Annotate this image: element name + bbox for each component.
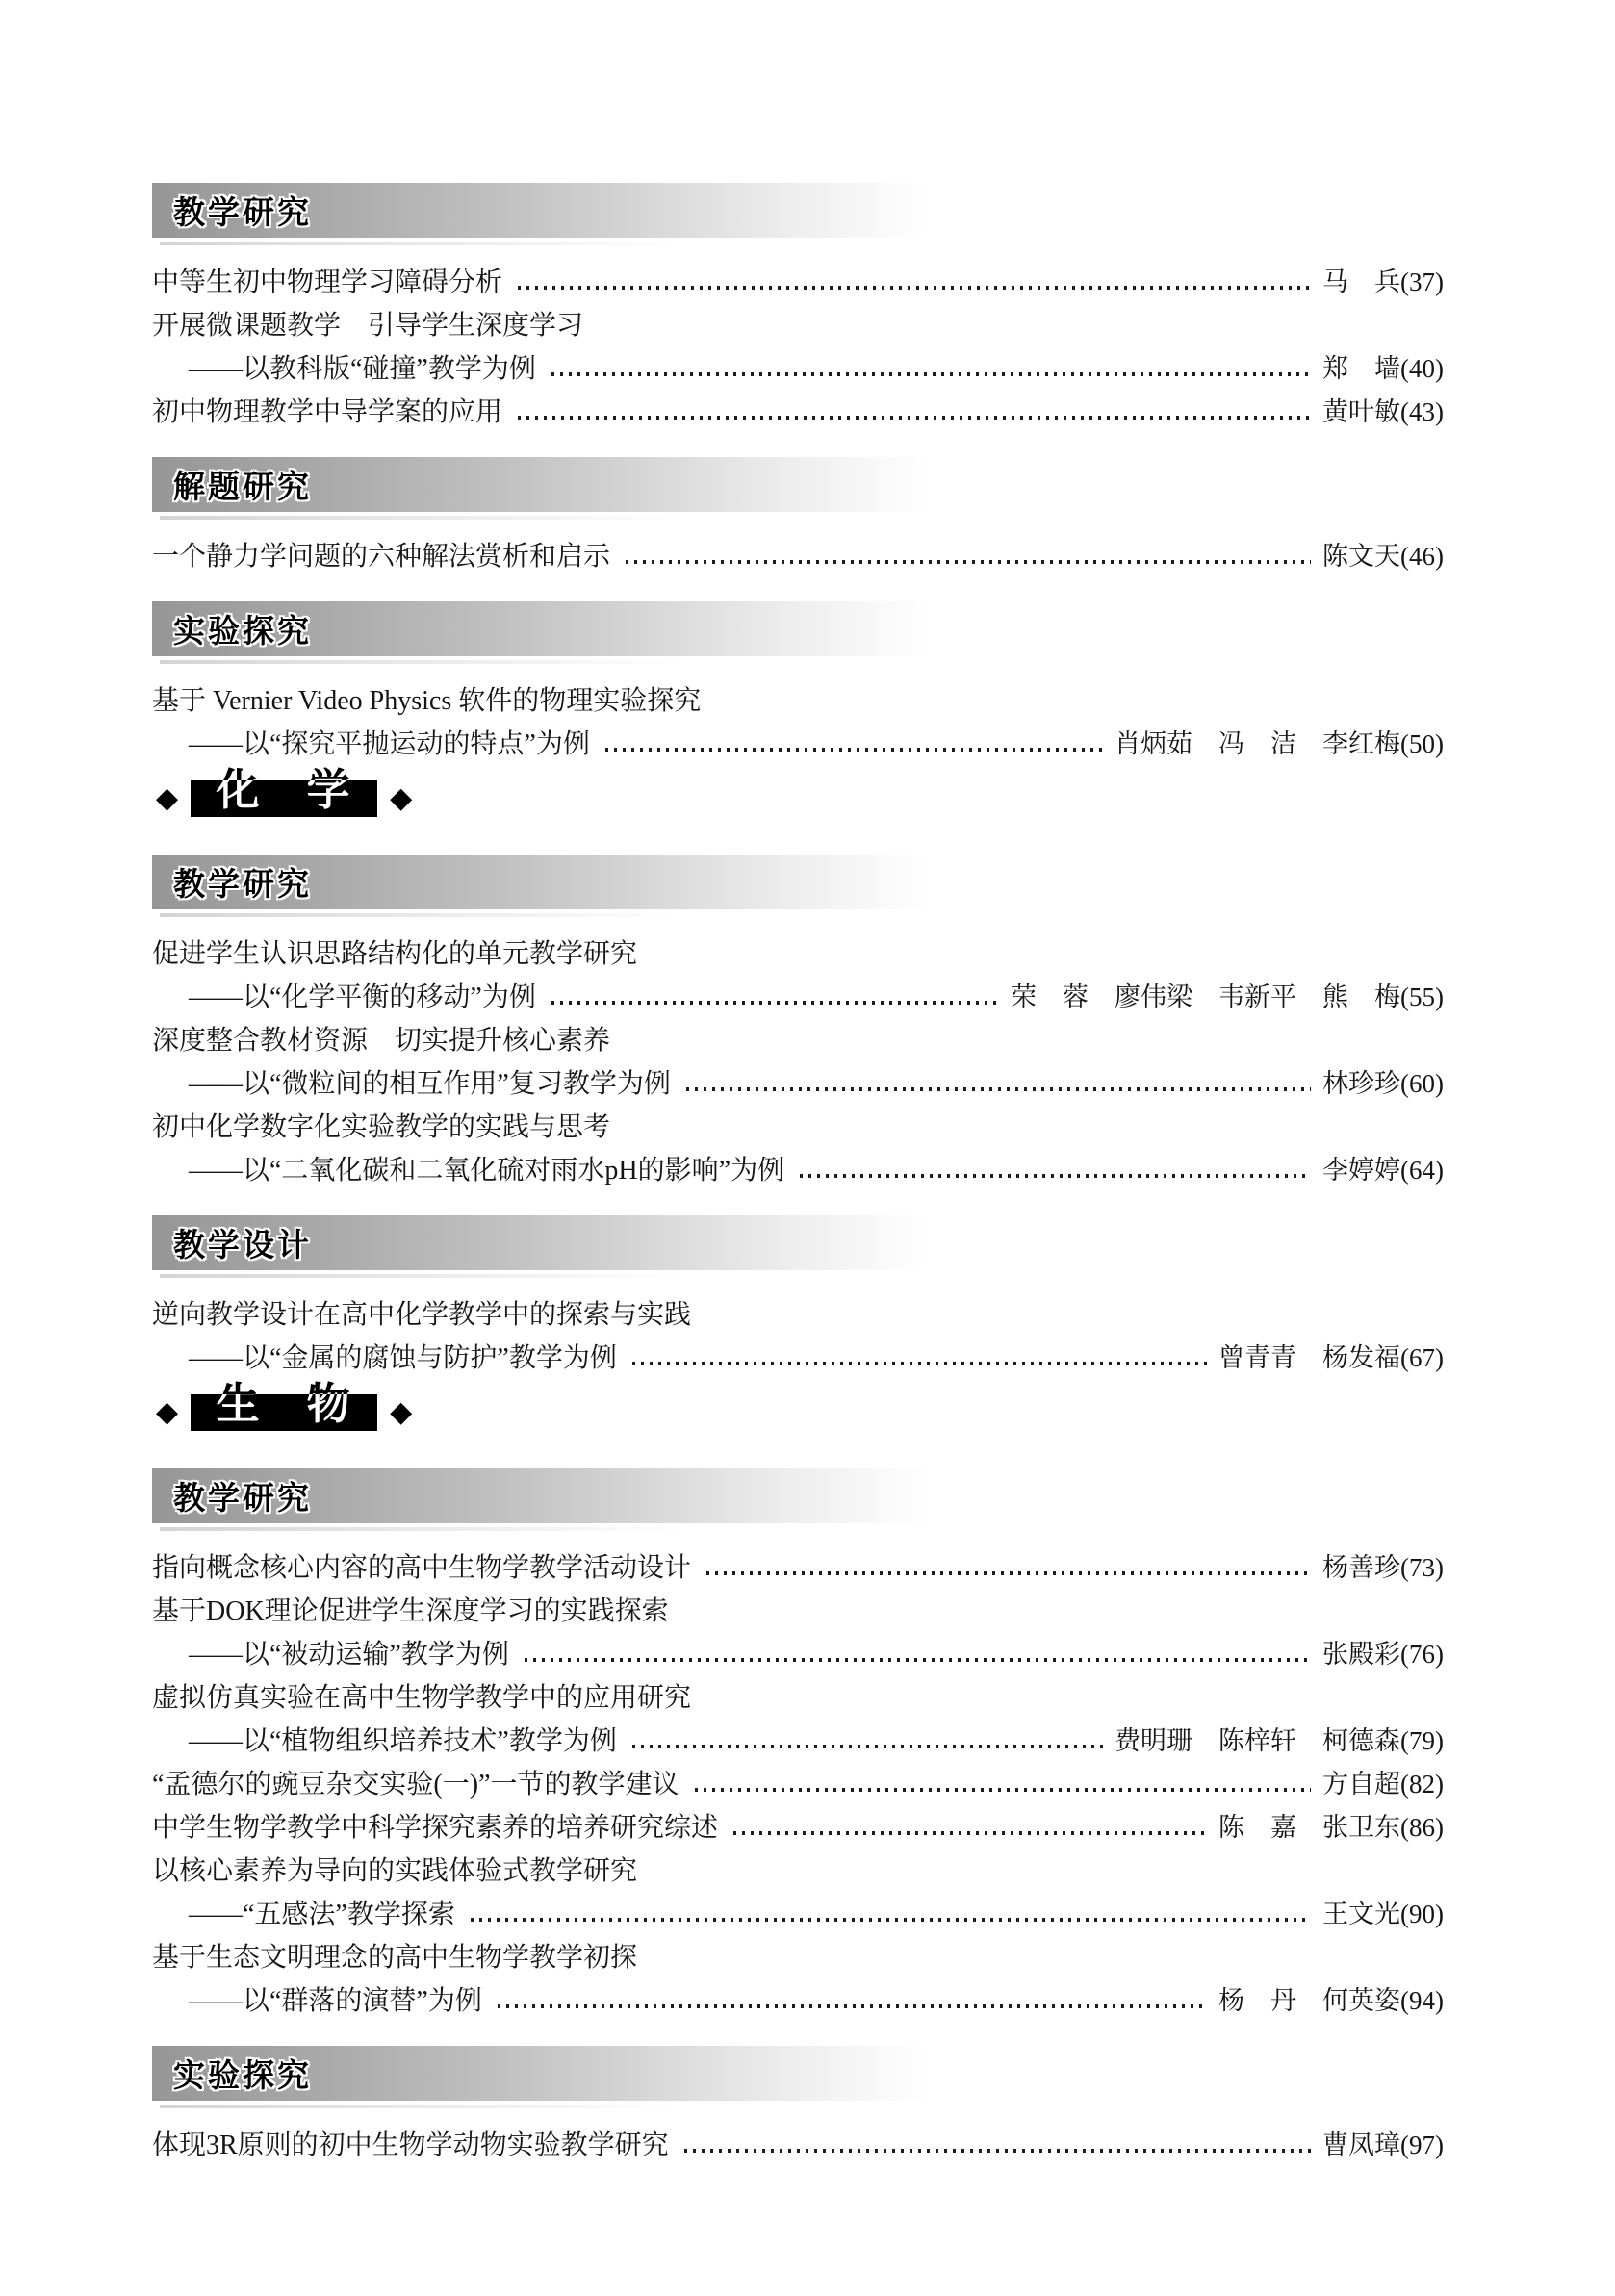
entry-title: 基于生态文明理念的高中生物学教学初探 bbox=[152, 1943, 638, 1973]
dotted-leader bbox=[525, 1658, 1311, 1662]
toc-entry bbox=[152, 535, 1444, 578]
toc-entry bbox=[152, 1720, 1444, 1763]
section-bar-label: 教学研究 bbox=[173, 1480, 312, 1516]
toc-entry bbox=[152, 1850, 1444, 1893]
toc-entry bbox=[152, 1149, 1444, 1192]
dotted-leader bbox=[518, 286, 1311, 290]
section-bar bbox=[152, 1215, 962, 1270]
toc-entry bbox=[152, 1633, 1444, 1676]
entry-page: (64) bbox=[1400, 1156, 1444, 1185]
toc-entry bbox=[152, 1590, 1444, 1633]
entry-authors: 肖炳茹 冯 洁 李红梅 bbox=[1115, 729, 1401, 758]
entry-title: 初中化学数字化实验教学的实践与思考 bbox=[152, 1112, 611, 1142]
entry-title: 虚拟仿真实验在高中生物学教学中的应用研究 bbox=[152, 1683, 692, 1713]
entry-authors: 陈 嘉 张卫东 bbox=[1218, 1813, 1401, 1842]
toc-entry bbox=[152, 1337, 1444, 1380]
category-banner bbox=[156, 765, 1444, 820]
dotted-leader bbox=[605, 748, 1103, 752]
entry-title: 深度整合教材资源 切实提升核心素养 bbox=[152, 1026, 611, 1056]
entry-page: (60) bbox=[1400, 1069, 1444, 1098]
section-bar-label: 实验探究 bbox=[173, 2057, 312, 2093]
entry-authors: 杨 丹 何英姿 bbox=[1218, 1986, 1401, 2015]
section-bar-label: 教学设计 bbox=[173, 1227, 312, 1263]
toc-entry bbox=[152, 1676, 1444, 1720]
category-banner-box bbox=[191, 1379, 377, 1431]
entry-title: “孟德尔的豌豆杂交实验(一)”一节的教学建议 bbox=[152, 1770, 679, 1799]
dotted-leader bbox=[551, 1001, 999, 1005]
entry-title: 基于DOK理论促进学生深度学习的实践探索 bbox=[152, 1596, 669, 1626]
entry-page: (86) bbox=[1400, 1813, 1444, 1842]
entry-subtitle: ——以“二氧化碳和二氧化硫对雨水pH的影响”为例 bbox=[189, 1156, 785, 1186]
entry-subtitle: ——以“植物组织培养技术”教学为例 bbox=[189, 1726, 617, 1756]
entry-authors: 李婷婷 bbox=[1322, 1156, 1401, 1185]
toc-entry bbox=[152, 723, 1444, 766]
toc-entry bbox=[152, 679, 1444, 723]
entry-subtitle: ——以“化学平衡的移动”为例 bbox=[189, 982, 536, 1012]
entry-title: 初中物理教学中导学案的应用 bbox=[152, 397, 503, 427]
category-banner-label: 生 物 bbox=[216, 1379, 352, 1428]
entry-title: 开展微课题教学 引导学生深度学习 bbox=[152, 311, 584, 341]
toc-entry bbox=[152, 391, 1444, 434]
dotted-leader bbox=[626, 560, 1311, 564]
toc-entry bbox=[152, 1979, 1444, 2023]
entry-authors: 杨善珍 bbox=[1322, 1553, 1401, 1582]
entry-page: (76) bbox=[1400, 1640, 1444, 1669]
entry-page: (40) bbox=[1400, 354, 1444, 383]
dotted-leader bbox=[518, 416, 1311, 420]
entry-authors: 曾青青 杨发福 bbox=[1218, 1343, 1401, 1372]
diamond-icon: ◆ bbox=[390, 781, 413, 815]
dotted-leader bbox=[632, 1745, 1103, 1748]
entry-page: (79) bbox=[1400, 1726, 1444, 1755]
entry-title: 促进学生认识思路结构化的单元教学研究 bbox=[152, 939, 638, 969]
section-bar-label: 解题研究 bbox=[173, 469, 312, 504]
entry-page: (37) bbox=[1400, 268, 1444, 296]
dotted-leader bbox=[551, 372, 1311, 376]
section-bar-label: 实验探究 bbox=[173, 613, 312, 649]
entry-authors: 方自超 bbox=[1322, 1770, 1401, 1799]
toc-entry bbox=[152, 1106, 1444, 1149]
entry-authors: 黄叶敏 bbox=[1322, 397, 1401, 426]
diamond-icon: ◆ bbox=[390, 1395, 413, 1429]
entry-page: (73) bbox=[1400, 1553, 1444, 1582]
dotted-leader bbox=[686, 1087, 1311, 1091]
toc-entry bbox=[152, 1763, 1444, 1806]
section-bar bbox=[152, 1468, 962, 1523]
dotted-leader bbox=[632, 1362, 1207, 1365]
category-banner bbox=[156, 1379, 1444, 1434]
dotted-leader bbox=[800, 1174, 1311, 1178]
entry-title: 指向概念核心内容的高中生物学教学活动设计 bbox=[152, 1553, 692, 1583]
entry-title: 中学生物学教学中科学探究素养的培养研究综述 bbox=[152, 1813, 719, 1843]
entry-authors: 陈文天 bbox=[1322, 542, 1401, 571]
entry-authors: 郑 墙 bbox=[1322, 354, 1401, 383]
entry-title: 以核心素养为导向的实践体验式教学研究 bbox=[152, 1856, 638, 1886]
entry-subtitle: ——“五感法”教学探索 bbox=[189, 1900, 455, 1929]
toc-entry bbox=[152, 1806, 1444, 1850]
section-bar-label: 教学研究 bbox=[173, 194, 312, 230]
section-bar bbox=[152, 183, 962, 238]
entry-page: (67) bbox=[1400, 1343, 1444, 1372]
entry-page: (90) bbox=[1400, 1900, 1444, 1928]
entry-authors: 荣 蓉 廖伟梁 韦新平 熊 梅 bbox=[1011, 982, 1401, 1011]
entry-page: (97) bbox=[1400, 2130, 1444, 2159]
toc-entry bbox=[152, 932, 1444, 976]
diamond-icon: ◆ bbox=[156, 781, 179, 815]
entry-authors: 费明珊 陈梓轩 柯德森 bbox=[1115, 1726, 1401, 1755]
dotted-leader bbox=[706, 1571, 1311, 1575]
toc-entry bbox=[152, 1062, 1444, 1106]
entry-title: 基于 Vernier Video Physics 软件的物理实验探究 bbox=[152, 686, 702, 716]
entry-page: (94) bbox=[1400, 1986, 1444, 2015]
entry-page: (55) bbox=[1400, 982, 1444, 1011]
section-bar bbox=[152, 855, 962, 909]
dotted-leader bbox=[695, 1788, 1312, 1792]
toc-entry bbox=[152, 347, 1444, 391]
entry-title: 逆向教学设计在高中化学教学中的探索与实践 bbox=[152, 1300, 692, 1330]
entry-page: (43) bbox=[1400, 397, 1444, 426]
dotted-leader bbox=[733, 1831, 1207, 1835]
dotted-leader bbox=[684, 2149, 1311, 2153]
entry-page: (50) bbox=[1400, 729, 1444, 758]
entry-page: (82) bbox=[1400, 1770, 1444, 1799]
entry-subtitle: ——以“金属的腐蚀与防护”教学为例 bbox=[189, 1343, 617, 1373]
entry-authors: 马 兵 bbox=[1322, 268, 1401, 296]
toc-entry bbox=[152, 1546, 1444, 1590]
entry-title: 一个静力学问题的六种解法赏析和启示 bbox=[152, 542, 611, 572]
entry-subtitle: ——以教科版“碰撞”教学为例 bbox=[189, 354, 536, 384]
section-bar-label: 教学研究 bbox=[173, 866, 312, 902]
entry-title: 体现3R原则的初中生物学动物实验教学研究 bbox=[152, 2130, 669, 2160]
entry-authors: 张殿彩 bbox=[1322, 1640, 1401, 1669]
toc-entry bbox=[152, 1019, 1444, 1062]
entry-subtitle: ——以“被动运输”教学为例 bbox=[189, 1640, 509, 1670]
toc-entry bbox=[152, 1936, 1444, 1979]
toc-content bbox=[152, 183, 1444, 2167]
entry-subtitle: ——以“微粒间的相互作用”复习教学为例 bbox=[189, 1069, 671, 1099]
dotted-leader bbox=[471, 1918, 1311, 1922]
entry-authors: 曹凤璋 bbox=[1322, 2130, 1401, 2159]
section-bar bbox=[152, 457, 962, 512]
dotted-leader bbox=[498, 2004, 1207, 2008]
entry-subtitle: ——以“探究平抛运动的特点”为例 bbox=[189, 729, 590, 759]
entry-page: (46) bbox=[1400, 542, 1444, 571]
diamond-icon: ◆ bbox=[156, 1395, 179, 1429]
section-bar bbox=[152, 601, 962, 656]
toc-entry bbox=[152, 261, 1444, 304]
entry-title: 中等生初中物理学习障碍分析 bbox=[152, 268, 503, 297]
entry-authors: 王文光 bbox=[1322, 1900, 1401, 1928]
entry-subtitle: ——以“群落的演替”为例 bbox=[189, 1986, 482, 2016]
category-banner-label: 化 学 bbox=[216, 765, 352, 814]
toc-entry bbox=[152, 976, 1444, 1019]
entry-authors: 林珍珍 bbox=[1322, 1069, 1401, 1098]
toc-entry bbox=[152, 1893, 1444, 1936]
toc-entry bbox=[152, 1293, 1444, 1337]
toc-entry bbox=[152, 304, 1444, 347]
section-bar bbox=[152, 2046, 962, 2101]
toc-entry bbox=[152, 2124, 1444, 2167]
category-banner-box bbox=[191, 765, 377, 817]
